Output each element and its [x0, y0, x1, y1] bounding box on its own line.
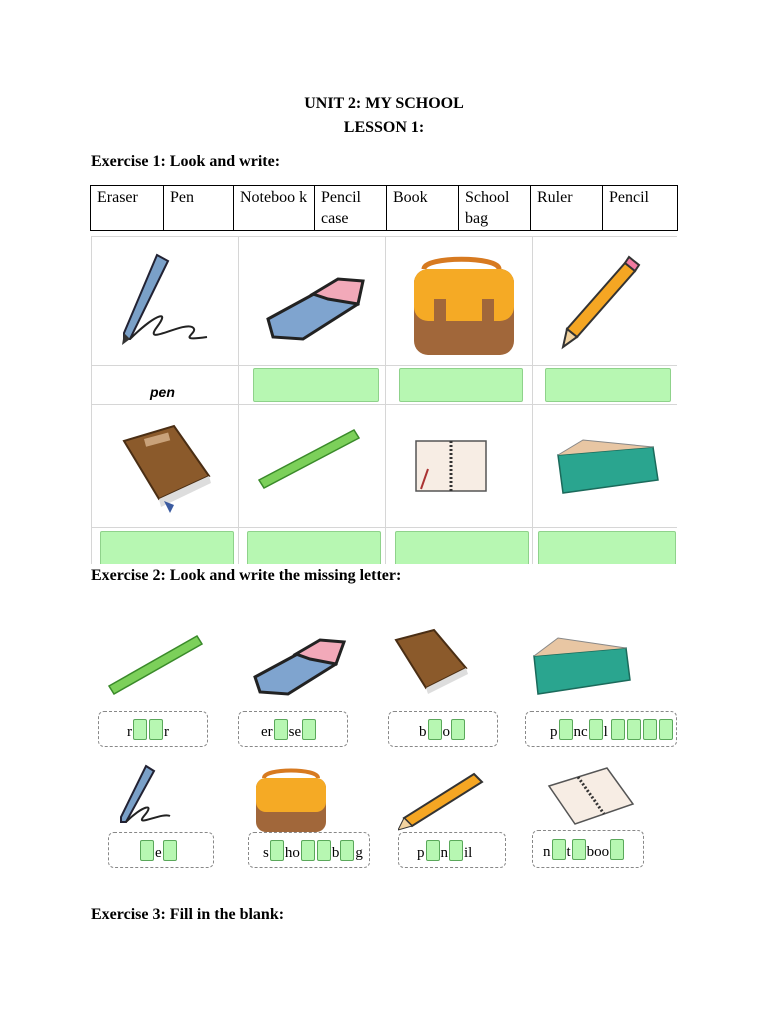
- grid-cell-pencil-case: [532, 404, 677, 528]
- letter-slot[interactable]: [163, 840, 177, 861]
- letter-slot[interactable]: [270, 840, 284, 861]
- ex2-word-school-bag: [263, 840, 363, 862]
- letter-slot[interactable]: [552, 839, 566, 860]
- answer-box-ruler[interactable]: [247, 531, 381, 564]
- ex2-word-box-ruler: [98, 711, 208, 747]
- ex2-word-box-book: [388, 711, 498, 747]
- word-book: Book: [387, 186, 459, 231]
- word-part: r: [127, 724, 132, 740]
- word-pen: Pen: [164, 186, 234, 231]
- ex2-word-box-notebook: [532, 830, 644, 868]
- ex2-word-box-pencil-case: [525, 711, 677, 747]
- grid-cell-book: [91, 404, 239, 528]
- ex2-pen-picture: [110, 762, 200, 834]
- ex2-word-book: [419, 719, 466, 741]
- word-part: n: [543, 844, 551, 860]
- letter-slot[interactable]: [133, 719, 147, 740]
- letter-slot[interactable]: [140, 840, 154, 861]
- word-part: se: [288, 724, 302, 740]
- word-part: il: [464, 845, 473, 861]
- word-part: ho: [284, 845, 300, 861]
- word-part: nc: [573, 724, 588, 740]
- notebook-icon: [386, 405, 532, 527]
- letter-slot[interactable]: [340, 840, 354, 861]
- word-part: t: [566, 844, 571, 860]
- letter-slot[interactable]: [572, 839, 586, 860]
- letter-slot[interactable]: [428, 719, 442, 740]
- ex2-school-bag-picture: [248, 766, 334, 834]
- word-part: er: [261, 724, 273, 740]
- ruler-icon: [105, 628, 205, 698]
- pen-icon: [110, 762, 200, 834]
- word-part: e: [155, 845, 162, 861]
- answer-box-book[interactable]: [100, 531, 234, 564]
- answer-box-notebook[interactable]: [395, 531, 529, 564]
- exercise-2-heading: Exercise 2: Look and write the missing letter:: [91, 567, 402, 584]
- ex2-word-ruler: [127, 719, 169, 741]
- ex2-pencil-case-picture: [530, 630, 636, 702]
- notebook-icon: [545, 766, 637, 830]
- word-part: s: [263, 845, 269, 861]
- exercise-3-heading: Exercise 3: Fill in the blank:: [91, 906, 285, 923]
- letter-slot[interactable]: [627, 719, 641, 740]
- answer-cell-2: [238, 365, 386, 405]
- pencil-icon: [398, 772, 488, 832]
- grid-cell-pen: [91, 236, 239, 366]
- school-bag-icon: [386, 237, 532, 365]
- ex2-book-picture: [390, 626, 482, 698]
- lesson-title: LESSON 1:: [343, 119, 425, 136]
- answer-box-school-bag[interactable]: [399, 368, 523, 402]
- answer-cell-7: [385, 527, 533, 564]
- letter-slot[interactable]: [659, 719, 673, 740]
- word-part: l: [603, 724, 608, 740]
- letter-slot[interactable]: [610, 839, 624, 860]
- school-bag-icon: [248, 766, 334, 834]
- word-ruler: Ruler: [531, 186, 603, 231]
- pencil-icon: [533, 237, 677, 365]
- letter-slot[interactable]: [274, 719, 288, 740]
- eraser-icon: [250, 632, 350, 702]
- exercise-1-grid: [91, 236, 677, 564]
- exercise-1-heading: Exercise 1: Look and write:: [91, 153, 281, 170]
- ex2-eraser-picture: [250, 632, 350, 702]
- word-eraser: Eraser: [91, 186, 164, 231]
- ex2-word-box-pen: [108, 832, 214, 868]
- answer-cell-4: [532, 365, 677, 405]
- word-bank-table: [90, 185, 678, 231]
- letter-slot[interactable]: [611, 719, 625, 740]
- ruler-icon: [239, 405, 385, 527]
- word-pencil-case: Pencil case: [315, 186, 387, 231]
- word-pencil: Pencil: [603, 186, 678, 231]
- grid-cell-school-bag: [385, 236, 533, 366]
- pencil-case-icon: [530, 630, 636, 702]
- grid-cell-notebook: [385, 404, 533, 528]
- answer-cell-8: [532, 527, 677, 564]
- ex2-word-eraser: [261, 719, 317, 741]
- word-school-bag: School bag: [459, 186, 531, 231]
- example-answer: pen: [150, 384, 175, 400]
- word-part: n: [440, 845, 448, 861]
- unit-title: UNIT 2: MY SCHOOL: [304, 95, 464, 112]
- letter-slot[interactable]: [302, 719, 316, 740]
- word-part: p: [417, 845, 425, 861]
- ex2-pencil-picture: [398, 772, 488, 832]
- book-icon: [92, 405, 238, 527]
- letter-slot[interactable]: [589, 719, 603, 740]
- letter-slot[interactable]: [426, 840, 440, 861]
- eraser-icon: [239, 237, 385, 365]
- answer-box-pencil-case[interactable]: [538, 531, 676, 564]
- word-part: b: [331, 845, 340, 861]
- answer-cell-5: [91, 527, 239, 564]
- letter-slot[interactable]: [451, 719, 465, 740]
- letter-slot[interactable]: [449, 840, 463, 861]
- letter-slot[interactable]: [301, 840, 315, 861]
- ex2-word-notebook: [543, 839, 625, 861]
- pencil-case-icon: [533, 405, 677, 527]
- ex2-ruler-picture: [105, 628, 205, 698]
- letter-slot[interactable]: [149, 719, 163, 740]
- answer-box-pencil[interactable]: [545, 368, 671, 402]
- ex2-word-pen: [139, 840, 178, 862]
- letter-slot[interactable]: [317, 840, 331, 861]
- word-part: g: [355, 845, 363, 861]
- grid-cell-eraser: [238, 236, 386, 366]
- ex2-word-pencil-case: [550, 719, 674, 741]
- letter-slot[interactable]: [643, 719, 657, 740]
- pen-icon: [92, 237, 238, 365]
- book-icon: [390, 626, 482, 698]
- word-part: b: [419, 724, 427, 740]
- answer-cell-3: [385, 365, 533, 405]
- word-part: o: [442, 724, 450, 740]
- letter-slot[interactable]: [559, 719, 573, 740]
- grid-cell-ruler: [238, 404, 386, 528]
- ex2-word-box-pencil: [398, 832, 506, 868]
- word-part: r: [164, 724, 169, 740]
- word-part: p: [550, 724, 558, 740]
- answer-cell-example: [91, 365, 239, 405]
- ex2-notebook-picture: [545, 766, 637, 830]
- word-notebook: Noteboo k: [234, 186, 315, 231]
- grid-cell-pencil: [532, 236, 677, 366]
- ex2-word-pencil: [417, 840, 472, 862]
- answer-cell-6: [238, 527, 386, 564]
- ex2-word-box-eraser: [238, 711, 348, 747]
- word-part: boo: [586, 844, 610, 860]
- ex2-word-box-school-bag: [248, 832, 370, 868]
- answer-box-eraser[interactable]: [253, 368, 379, 402]
